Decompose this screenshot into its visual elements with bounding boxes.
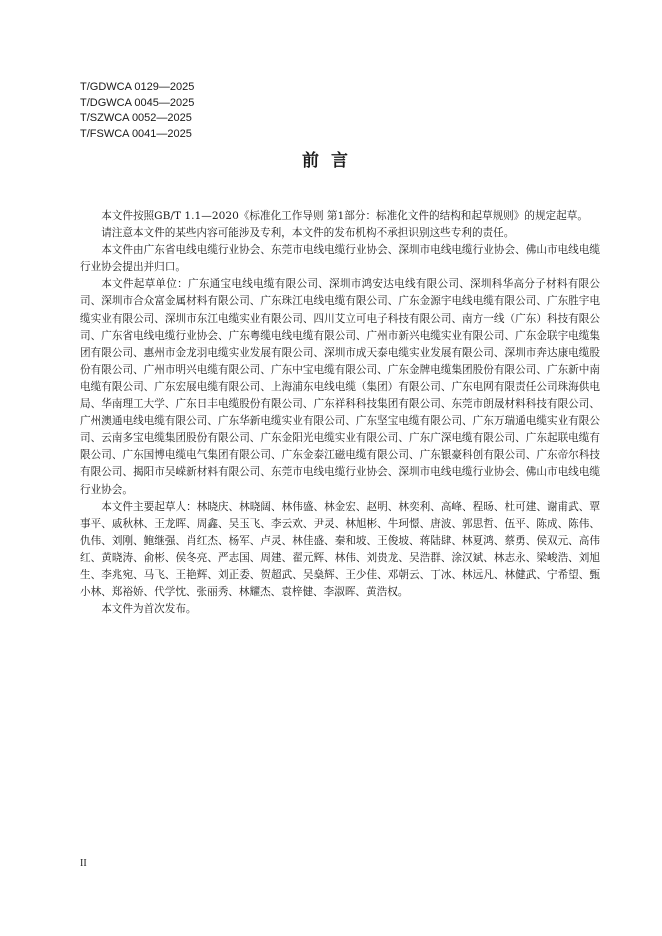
- paragraph-drafting-units: 本文件起草单位：广东通宝电线电缆有限公司、深圳市鸿安达电线有限公司、深圳科华高分子材料有限公司、深圳市合众富金属材料有限公司、广东珠江电线电缆有限公司、广东金源宇电线电缆有限公司、广东胜宇电缆实业有限公司、深圳市东江电缆实业有限公司、四川艾立可电子科技有限公司、南方一线（广东）科技有限公司、广东省电线电缆行业协会、广东粤缆电线电缆有限公司、广州市新兴电缆实业有限公司、广东金联宇电缆集团有限公司、惠州市金龙羽电缆实业发展有限公司、深圳市成天泰电缆实业发展有限公司、深圳市奔达康电缆股份有限公司、广州市明兴电缆有限公司、广东中宝电缆有限公司、广东金牌电缆集团股份有限公司、广东新中南电缆有限公司、广东宏展电缆有限公司、上海浦东电线电缆（集团）有限公司、广东电网有限责任公司珠海供电局、华南理工大学、广东日丰电缆股份有限公司、广东祥科科技集团有限公司、东莞市朗晟材料科技有限公司、广州澳通电线电缆有限公司、广东华新电缆实业有限公司、广东坚宝电缆有限公司、广东万瑞通电缆实业有限公司、云南多宝电缆集团股份有限公司、广东金阳光电缆实业有限公司、广东广深电缆有限公司、广东起联电缆有限公司、广东国博电缆电气集团有限公司、广东金泰江磁电缆有限公司、广东银豪科创有限公司、广东帝尔科技有限公司、揭阳市吴嵘新材料有限公司、东莞市电线电缆行业协会、深圳市电线电缆行业协会、佛山市电线电缆行业协会。: [80, 278, 600, 496]
- standard-code: T/DGWCA 0045—2025: [80, 96, 195, 109]
- paragraph-first-release: 本文件为首次发布。: [101, 603, 197, 616]
- paragraph-drafting-rules: 本文件按照GB/T 1.1—2020《标准化工作导则 第1部分：标准化文件的结构和起草规则》的规定起草。: [101, 210, 588, 222]
- standard-code: T/FSWCA 0041—2025: [80, 127, 192, 140]
- paragraph-patent-notice: 请注意本文件的某些内容可能涉及专利，本文件的发布机构不承担识别这些专利的责任。: [101, 227, 515, 240]
- page-title: 前言: [302, 151, 360, 171]
- foreword-body: [80, 208, 600, 618]
- standard-code: T/GDWCA 0129—2025: [80, 81, 195, 93]
- standard-code: T/SZWCA 0052—2025: [80, 112, 192, 124]
- paragraph-drafters: 本文件主要起草人：林晓庆、林晓阔、林伟盛、林金宏、赵明、林奕利、高峰、程旸、杜可建、谢甫武、覃事平、戚秋林、王龙晖、周鑫、吴玉飞、李云欢、尹灵、林旭彬、牛珂憬、唐波、郭思哲、伍平、陈成、陈伟、仇伟、刘刚、鲍继强、肖红杰、杨军、卢灵、林佳盛、秦和坡、王俊坡、蒋陆肆、林夏鸿、蔡勇、侯双元、高伟红、黄晓涛、俞彬、侯冬亮、严志国、周建、翟元辉、林伟、刘贵龙、吴浩群、涂汉斌、林志永、梁峻浩、刘旭生、李兆宛、马飞、王艳辉、刘正委、贺超武、吴燊辉、王少佳、邓朝云、丁冰、林远凡、林健武、宁希望、甄小林、郑裕娇、代学忱、张丽秀、林耀杰、袁梓健、李淑晖、黄浩权。: [80, 500, 600, 599]
- page-number: II: [80, 858, 87, 869]
- standard-codes: [80, 80, 194, 142]
- paragraph-proposer: 本文件由广东省电线电缆行业协会、东莞市电线电缆行业协会、深圳市电线电缆行业协会、佛山市电线电缆行业协会提出并归口。: [80, 244, 600, 274]
